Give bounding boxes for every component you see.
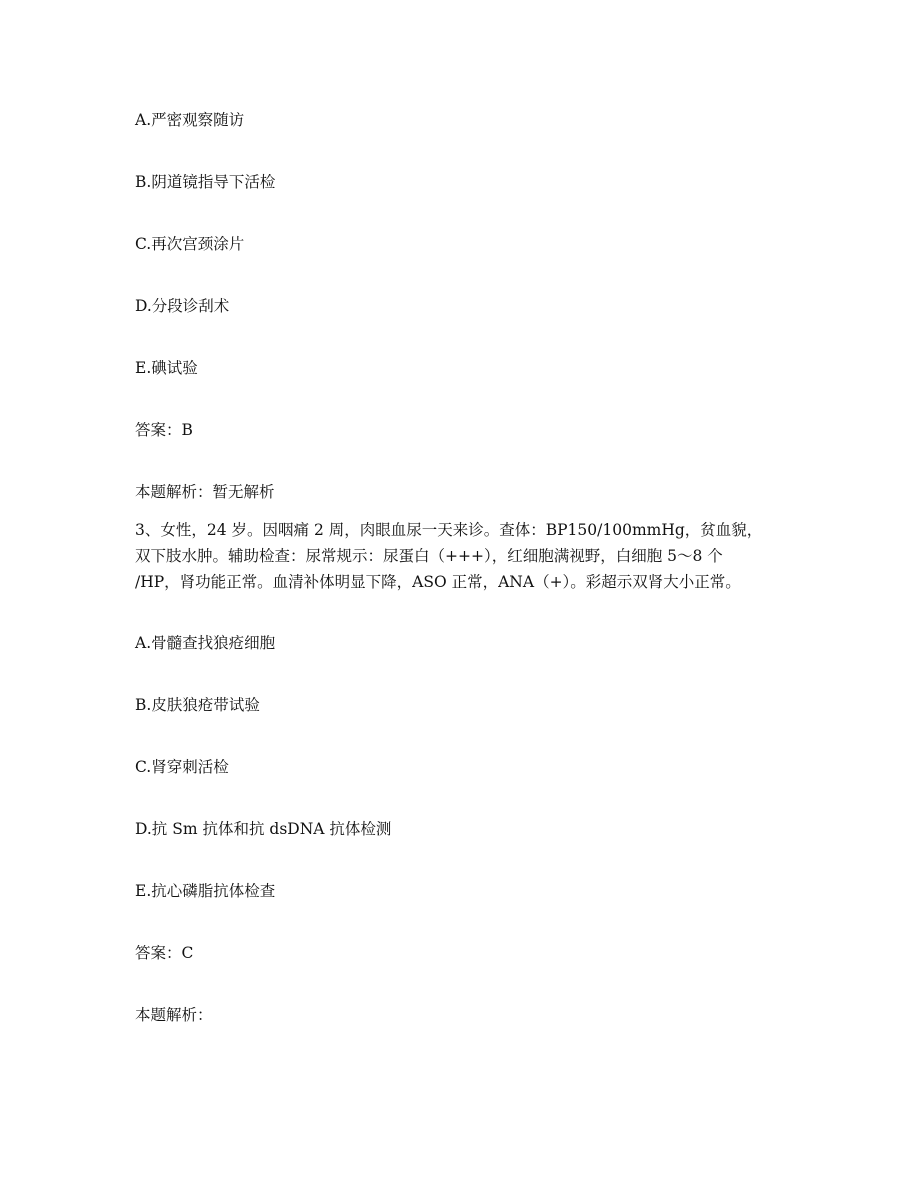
q3-stem xyxy=(135,517,785,595)
q2-option-b: B.阴道镜指导下活检 xyxy=(135,173,276,191)
q3-stem-line-1: 3、女性，24 岁。因咽痛 2 周，肉眼血尿一天来诊。查体：BP150/100mmHg，贫血貌， xyxy=(135,521,763,539)
q3-option-b: B.皮肤狼疮带试验 xyxy=(135,696,260,714)
q3-option-e: E.抗心磷脂抗体检查 xyxy=(135,882,276,900)
q2-option-a: A.严密观察随访 xyxy=(135,111,245,129)
q2-explanation: 本题解析：暂无解析 xyxy=(135,483,275,501)
q2-option-d: D.分段诊刮术 xyxy=(135,297,230,315)
q3-stem-line-2: 双下肢水肿。辅助检查：尿常规示：尿蛋白（+++），红细胞满视野，白细胞 5～8 个 xyxy=(135,547,723,565)
q3-explanation: 本题解析： xyxy=(135,1006,213,1024)
q2-option-e: E.碘试验 xyxy=(135,359,198,377)
q3-answer: 答案：C xyxy=(135,944,194,962)
q2-option-c: C.再次宫颈涂片 xyxy=(135,235,245,253)
q3-stem-line-3: /HP，肾功能正常。血清补体明显下降，ASO 正常，ANA（+）。彩超示双肾大小正常。 xyxy=(135,573,741,591)
q3-option-d: D.抗 Sm 抗体和抗 dsDNA 抗体检测 xyxy=(135,820,392,838)
q2-answer: 答案：B xyxy=(135,421,193,439)
q3-option-a: A.骨髓查找狼疮细胞 xyxy=(135,634,276,652)
q3-option-c: C.肾穿刺活检 xyxy=(135,758,229,776)
